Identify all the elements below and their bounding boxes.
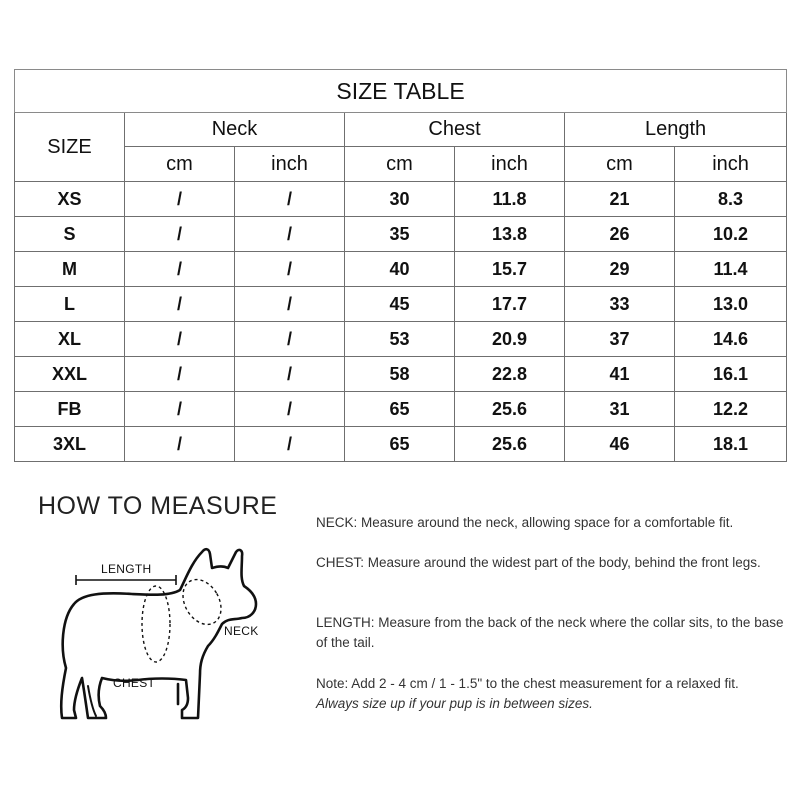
measurement-cell: / <box>125 357 235 392</box>
length-group-header: Length <box>565 113 787 147</box>
measurement-cell: 15.7 <box>455 252 565 287</box>
neck-instruction: NECK: Measure around the neck, allowing space for a comfortable fit. <box>316 515 734 530</box>
size-label-cell: XL <box>15 322 125 357</box>
size-label-cell: L <box>15 287 125 322</box>
measurement-cell: / <box>235 252 345 287</box>
table-title: SIZE TABLE <box>15 70 787 113</box>
measurement-cell: 65 <box>345 427 455 462</box>
size-label-cell: 3XL <box>15 427 125 462</box>
table-row <box>15 217 787 252</box>
measurement-cell: 21 <box>565 182 675 217</box>
size-label-cell: M <box>15 252 125 287</box>
unit-header: cm <box>345 147 455 182</box>
measurement-cell: 17.7 <box>455 287 565 322</box>
measurement-cell: 25.6 <box>455 427 565 462</box>
measurement-cell: / <box>125 392 235 427</box>
size-table <box>14 69 787 462</box>
measurement-cell: 35 <box>345 217 455 252</box>
size-label-cell: S <box>15 217 125 252</box>
measurement-cell: 13.8 <box>455 217 565 252</box>
size-label-cell: XXL <box>15 357 125 392</box>
measurement-cell: / <box>125 182 235 217</box>
measurement-cell: 31 <box>565 392 675 427</box>
measurement-cell: 16.1 <box>675 357 787 392</box>
measurement-cell: 8.3 <box>675 182 787 217</box>
measurement-cell: 26 <box>565 217 675 252</box>
measurement-cell: 29 <box>565 252 675 287</box>
measurement-cell: 65 <box>345 392 455 427</box>
how-to-measure-title: HOW TO MEASURE <box>38 492 278 520</box>
measurement-cell: 53 <box>345 322 455 357</box>
measurement-cell: / <box>235 427 345 462</box>
measurement-cell: / <box>125 252 235 287</box>
measurement-cell: / <box>125 217 235 252</box>
unit-header: inch <box>235 147 345 182</box>
measurement-cell: 10.2 <box>675 217 787 252</box>
note-size-up-text: Always size up if your pup is in between sizes. <box>316 696 593 711</box>
measurement-cell: / <box>235 357 345 392</box>
measurement-cell: / <box>235 322 345 357</box>
measurement-cell: / <box>125 287 235 322</box>
measurement-cell: 40 <box>345 252 455 287</box>
unit-header: inch <box>675 147 787 182</box>
table-row <box>15 287 787 322</box>
table-row <box>15 252 787 287</box>
unit-header: inch <box>455 147 565 182</box>
measurement-cell: 13.0 <box>675 287 787 322</box>
measurement-cell: / <box>235 392 345 427</box>
measurement-cell: 11.8 <box>455 182 565 217</box>
measurement-cell: 25.6 <box>455 392 565 427</box>
chest-group-header: Chest <box>345 113 565 147</box>
neck-label: NECK <box>224 624 259 638</box>
measurement-cell: 22.8 <box>455 357 565 392</box>
table-row <box>15 392 787 427</box>
measurement-cell: / <box>235 182 345 217</box>
table-row <box>15 182 787 217</box>
measurement-cell: 30 <box>345 182 455 217</box>
measurement-cell: / <box>125 322 235 357</box>
measurement-cell: 41 <box>565 357 675 392</box>
chest-measure-ring <box>142 586 170 662</box>
size-rows <box>15 182 787 462</box>
chest-instruction: CHEST: Measure around the widest part of the body, behind the front legs. <box>316 555 761 570</box>
measurement-cell: 58 <box>345 357 455 392</box>
table-row <box>15 427 787 462</box>
table-row <box>15 357 787 392</box>
measurement-cell: / <box>125 427 235 462</box>
measurement-cell: / <box>235 287 345 322</box>
measurement-cell: 33 <box>565 287 675 322</box>
unit-header: cm <box>565 147 675 182</box>
measurement-cell: 18.1 <box>675 427 787 462</box>
chest-label: CHEST <box>113 676 156 690</box>
measurement-cell: 12.2 <box>675 392 787 427</box>
measurement-cell: 45 <box>345 287 455 322</box>
unit-header: cm <box>125 147 235 182</box>
measurement-cell: 37 <box>565 322 675 357</box>
measurement-cell: 11.4 <box>675 252 787 287</box>
size-label-cell: FB <box>15 392 125 427</box>
length-label: LENGTH <box>101 562 152 576</box>
size-column-header: SIZE <box>15 113 125 182</box>
size-label-cell: XS <box>15 182 125 217</box>
length-instruction: LENGTH: Measure from the back of the neck where the collar sits, to the base of the tail. <box>316 615 784 650</box>
measurement-cell: 20.9 <box>455 322 565 357</box>
neck-group-header: Neck <box>125 113 345 147</box>
measurement-cell: 46 <box>565 427 675 462</box>
measurement-cell: / <box>235 217 345 252</box>
note-text: Note: Add 2 - 4 cm / 1 - 1.5" to the chest measurement for a relaxed fit. <box>316 676 739 691</box>
measurement-cell: 14.6 <box>675 322 787 357</box>
table-row <box>15 322 787 357</box>
